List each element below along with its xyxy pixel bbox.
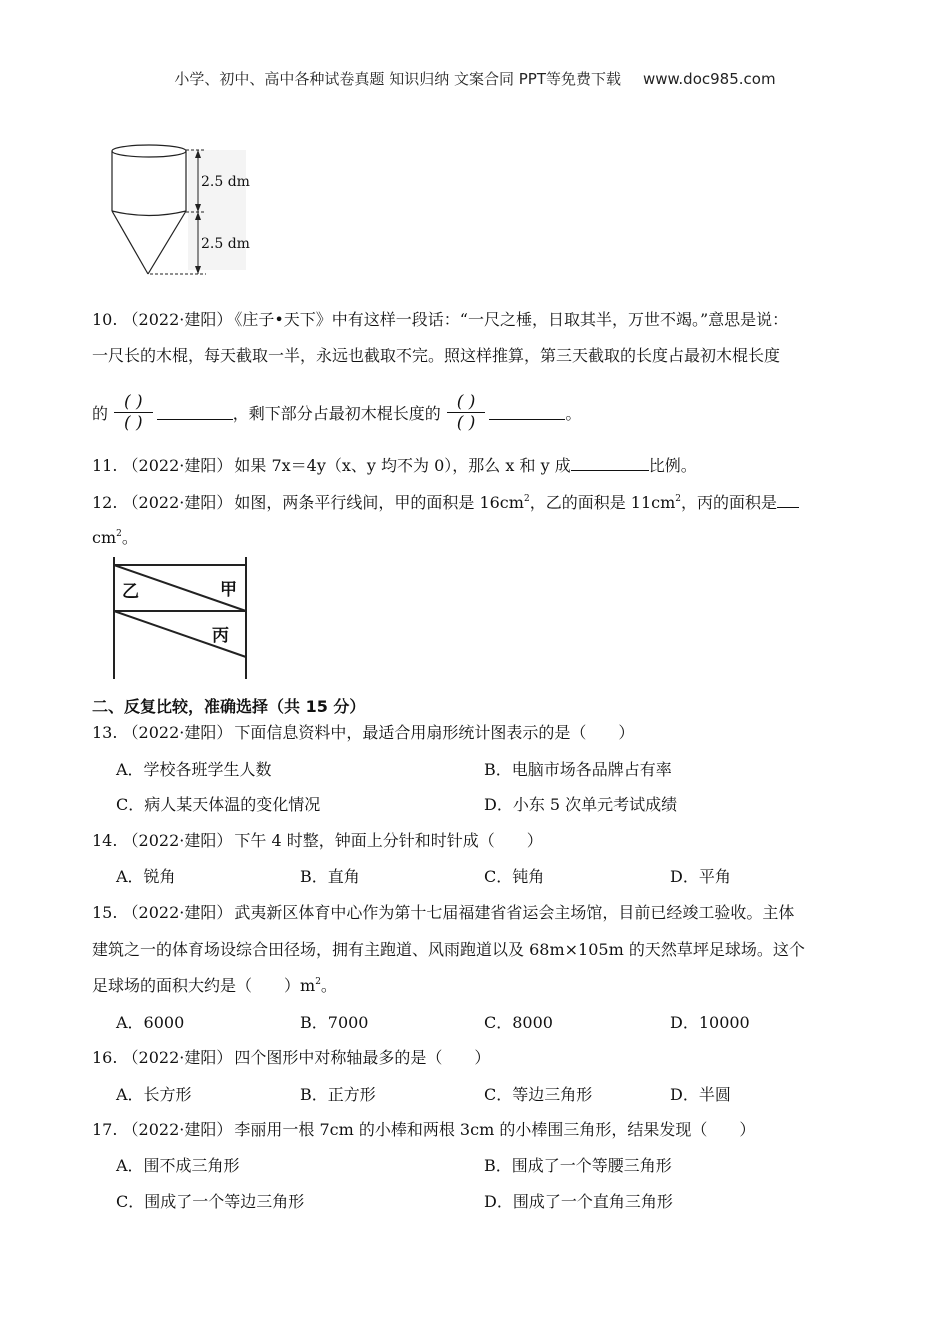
- q15-line2: 建筑之一的体育场设综合田径场，拥有主跑道、风雨跑道以及 68m×105m 的天然草坪足球场。这个: [92, 940, 805, 959]
- section-title: 二、反复比较，准确选择（共 15 分）: [92, 697, 366, 716]
- question-text: 四个图形中对称轴最多的是（ ）: [234, 1048, 491, 1067]
- question-text: ，乙的面积是 11cm: [529, 493, 676, 512]
- unit: cm: [92, 528, 117, 547]
- question-number: 15.: [92, 903, 118, 922]
- question-number: 14.: [92, 831, 118, 850]
- cylinder-bottom: [112, 211, 186, 216]
- label-yi: 乙: [122, 582, 139, 602]
- option-b[interactable]: B．直角: [300, 867, 360, 886]
- question-text: 下午 4 时整，钟面上分针和时针成（ ）: [234, 831, 543, 850]
- question-source: （2022·建阳）: [122, 456, 233, 475]
- q17-line: [92, 1117, 755, 1140]
- text-end: 。: [320, 976, 337, 995]
- q15-line3: 足球场的面积大约是（ ）$m^2$。: [92, 976, 337, 995]
- text-de: 的: [92, 404, 109, 423]
- q10-line3: [92, 392, 581, 433]
- option-d[interactable]: D．平角: [670, 867, 731, 886]
- cone-left-edge: [112, 211, 148, 274]
- option-b[interactable]: B．电脑市场各品牌占有率: [484, 760, 672, 779]
- cone-right-edge: [148, 211, 186, 274]
- q12-line2: $cm^2$。: [92, 528, 138, 547]
- q16-line: [92, 1045, 490, 1068]
- option-a[interactable]: A．6000: [116, 1013, 185, 1032]
- option-c[interactable]: C．等边三角形: [484, 1085, 593, 1104]
- question-source: （2022·建阳）: [122, 310, 233, 329]
- question-source: （2022·建阳）: [122, 903, 233, 922]
- q11-line: [92, 453, 697, 476]
- cylinder-top: [112, 145, 186, 157]
- q12-line1: 12. （2022·建阳） 如图，两条平行线间，甲的面积是 $16cm^2$，乙的面积是 $11cm^2$，丙的面积是: [92, 490, 799, 513]
- option-b[interactable]: B．7000: [300, 1013, 369, 1032]
- answer-blank[interactable]: [157, 405, 233, 420]
- option-c[interactable]: C．8000: [484, 1013, 553, 1032]
- question-text: 《庄子•天下》中有这样一段话：“一尺之棰，日取其半，万世不竭。”意思是说：: [234, 310, 789, 329]
- answer-blank[interactable]: [571, 456, 649, 471]
- q10-line2: 一尺长的木棍，每天截取一半，永远也截取不完。照这样推算，第三天截取的长度占最初木棍长度: [92, 346, 781, 365]
- option-c[interactable]: C．围成了一个等边三角形: [116, 1192, 305, 1211]
- q15-line1: [92, 900, 794, 923]
- dim-label-bottom: 2.5 dm: [201, 236, 250, 252]
- fraction-blank-2[interactable]: $\frac{( )}{( )}$: [447, 392, 486, 433]
- question-number: 17.: [92, 1120, 118, 1139]
- text-end: 。: [565, 404, 582, 423]
- question-number: 10.: [92, 310, 118, 329]
- question-number: 13.: [92, 723, 118, 742]
- label-jia: 甲: [220, 580, 237, 600]
- question-source: （2022·建阳）: [122, 1048, 233, 1067]
- option-c[interactable]: C．钝角: [484, 867, 545, 886]
- question-source: （2022·建阳）: [122, 493, 233, 512]
- figure-background: [188, 150, 246, 270]
- option-d[interactable]: D．小东 5 次单元考试成绩: [484, 795, 678, 814]
- question-text: 下面信息资料中，最适合用扇形统计图表示的是（ ）: [234, 723, 635, 742]
- option-b[interactable]: B．正方形: [300, 1085, 376, 1104]
- option-a[interactable]: A．学校各班学生人数: [116, 760, 272, 779]
- option-a[interactable]: A．锐角: [116, 867, 176, 886]
- question-number: 16.: [92, 1048, 118, 1067]
- question-text: 如图，两条平行线间，甲的面积是 16cm: [234, 493, 524, 512]
- option-c[interactable]: C．病人某天体温的变化情况: [116, 795, 321, 814]
- text-end: 。: [121, 528, 138, 547]
- dim-label-top: 2.5 dm: [201, 174, 250, 190]
- option-b[interactable]: B．围成了一个等腰三角形: [484, 1156, 672, 1175]
- question-source: （2022·建阳）: [122, 1120, 233, 1139]
- question-tail: 比例。: [648, 456, 697, 475]
- option-d[interactable]: D．围成了一个直角三角形: [484, 1192, 673, 1211]
- question-text: 李丽用一根 7cm 的小棒和两根 3cm 的小棒围三角形，结果发现（ ）: [234, 1120, 756, 1139]
- q13-line: [92, 720, 634, 743]
- header-text: 小学、初中、高中各种试卷真题 知识归纳 文案合同 PPT等免费下载: [174, 70, 621, 88]
- option-a[interactable]: A．围不成三角形: [116, 1156, 240, 1175]
- option-d[interactable]: D．半圆: [670, 1085, 731, 1104]
- question-source: （2022·建阳）: [122, 723, 233, 742]
- question-number: 11.: [92, 456, 118, 475]
- option-d[interactable]: D．10000: [670, 1013, 750, 1032]
- question-text: 武夷新区体育中心作为第十七届福建省省运会主场馆，目前已经竣工验收。主体: [234, 903, 795, 922]
- q10-line1: [92, 307, 788, 330]
- question-number: 12.: [92, 493, 118, 512]
- label-bing: 丙: [212, 626, 229, 646]
- parallel-figure: [108, 555, 258, 681]
- option-a[interactable]: A．长方形: [116, 1085, 192, 1104]
- q14-line: [92, 828, 543, 851]
- fraction-blank-1[interactable]: $\frac{( )}{( )}$: [114, 392, 153, 433]
- answer-blank[interactable]: [777, 493, 799, 508]
- question-source: （2022·建阳）: [122, 831, 233, 850]
- question-text: 足球场的面积大约是（ ）m: [92, 976, 316, 995]
- question-text: 如果 7x＝4y（x、y 均不为 0），那么 x 和 y 成: [234, 456, 571, 475]
- silo-figure: [100, 138, 270, 278]
- text-mid: ，剩下部分占最初木棍长度的: [232, 404, 441, 423]
- header-site: www.doc985.com: [642, 70, 776, 88]
- question-text: ，丙的面积是: [681, 493, 778, 512]
- page-header: [0, 68, 950, 89]
- answer-blank[interactable]: [489, 405, 565, 420]
